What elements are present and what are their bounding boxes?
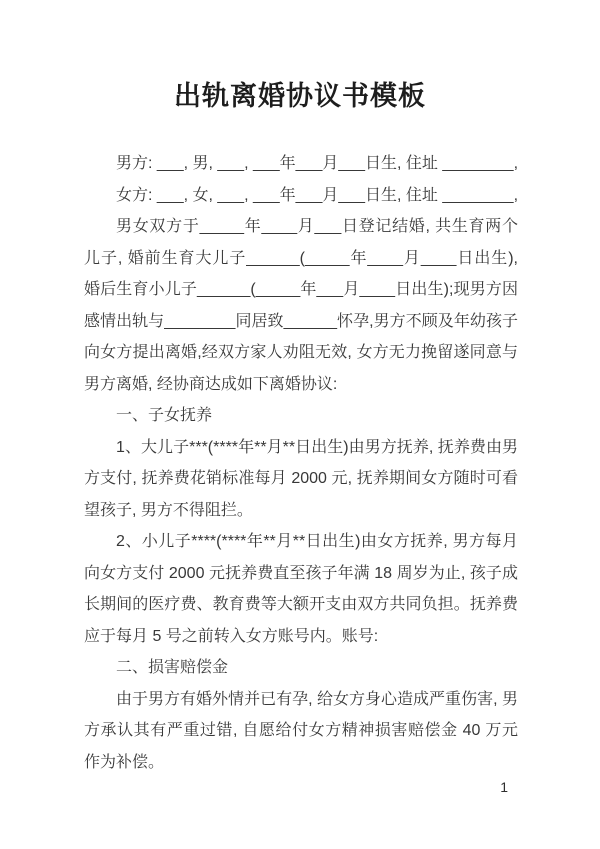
paragraph-elder-son: 1、大儿子***(****年**月**日出生)由男方抚养, 抚养费由男方支付, 抚养费花销标准每月 2000 元, 抚养期间女方随时可看望孩子, 男方不得阻拦。 xyxy=(84,438,518,519)
paragraph-party-male: 男方: ___, 男, ___, ___年___月___日生, 住址 ________, xyxy=(116,155,519,172)
section-heading-damages: 二、损害赔偿金 xyxy=(116,659,229,676)
paragraph-damages: 由于男方有婚外情并已有孕, 给女方身心造成严重伤害, 男方承认其有严重过错, 自愿给付女方精神损害赔偿金 40 万元作为补偿。 xyxy=(84,690,518,771)
section-heading-child-custody: 一、子女抚养 xyxy=(116,407,213,424)
paragraph-preamble: 男女双方于_____年____月___日登记结婚, 共生育两个儿子, 婚前生育大儿子______(_____年____月____日出生), 婚后生育小儿子______(_____年___月____日出生);现男方因感情出轨与________同居致______怀孕,男方不顾及年幼孩子向女方提出离婚,经双方家人劝阻无效, 女方无力挽留遂同意与男方离婚, 经协商达成如下离婚协议: xyxy=(84,218,518,393)
paragraph-party-female: 女方: ___, 女, ___, ___年___月___日生, 住址 ________, xyxy=(116,186,519,204)
page-number: 1 xyxy=(500,779,508,795)
document-body xyxy=(84,148,518,778)
document-title: 出轨离婚协议书模板 xyxy=(174,81,426,111)
paragraph-younger-son: 2、小儿子****(****年**月**日出生)由女方抚养, 男方每月向女方支付 2000 元抚养费直至孩子年满 18 周岁为止, 孩子成长期间的医疗费、教育费等大额开支由双方共同负担。抚养费应于每月 5 号之前转入女方账号内。账号: xyxy=(84,533,518,645)
